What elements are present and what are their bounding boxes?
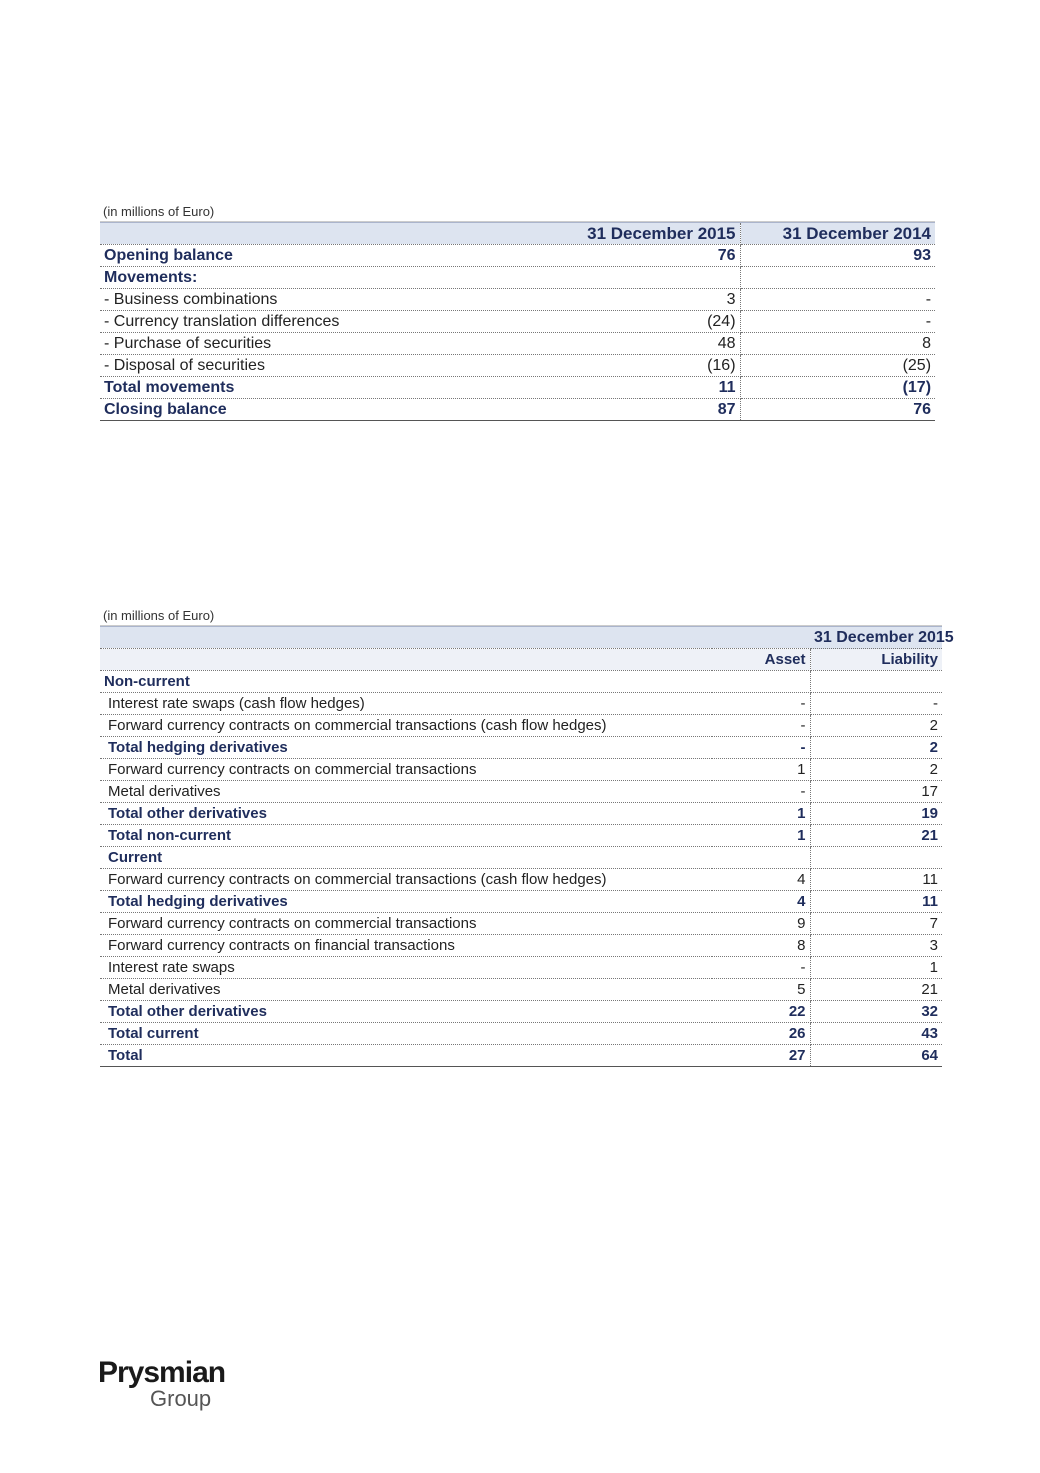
- row-asset: 27: [712, 1045, 810, 1067]
- row-label: Closing balance: [100, 399, 640, 421]
- row-liability: 2: [810, 759, 942, 781]
- table-row: [100, 847, 942, 869]
- row-liability: 21: [810, 825, 942, 847]
- logo-line1: Prysmian: [98, 1356, 226, 1389]
- row-value-2014: 8: [740, 333, 935, 355]
- financial-assets-movements-table: [100, 203, 935, 421]
- row-label: Movements:: [100, 267, 640, 289]
- prysmian-group-logo: [98, 1357, 228, 1409]
- row-liability: 43: [810, 1023, 942, 1045]
- row-value-2014: [740, 267, 935, 289]
- row-asset: 5: [712, 979, 810, 1001]
- row-asset: -: [712, 737, 810, 759]
- row-liability: 11: [810, 891, 942, 913]
- row-value-2015: 76: [640, 245, 740, 267]
- row-value-2014: 93: [740, 245, 935, 267]
- row-label: Total other derivatives: [100, 803, 712, 825]
- row-value-2015: (24): [640, 311, 740, 333]
- row-label: Non-current: [100, 671, 712, 693]
- row-liability: -: [810, 693, 942, 715]
- row-asset: -: [712, 957, 810, 979]
- table-row: [100, 399, 935, 421]
- table-row: [100, 1045, 942, 1067]
- table-row: [100, 957, 942, 979]
- table-row: [100, 1023, 942, 1045]
- table-row: [100, 737, 942, 759]
- row-label: Forward currency contracts on commercial transactions: [100, 759, 712, 781]
- row-value-2015: 87: [640, 399, 740, 421]
- row-liability: [810, 847, 942, 869]
- table-row: [100, 803, 942, 825]
- table-row: [100, 355, 935, 377]
- row-asset: 1: [712, 803, 810, 825]
- row-asset: 1: [712, 825, 810, 847]
- unit-label: (in millions of Euro): [100, 607, 942, 626]
- row-label: Total other derivatives: [100, 1001, 712, 1023]
- row-label: Total: [100, 1045, 712, 1067]
- table-row: [100, 913, 942, 935]
- logo-line2: Group: [150, 1386, 212, 1411]
- derivatives-table: [100, 607, 954, 1067]
- row-label: Interest rate swaps (cash flow hedges): [100, 693, 712, 715]
- table-row: [100, 311, 935, 333]
- row-label: Metal derivatives: [100, 979, 712, 1001]
- row-liability: [810, 671, 942, 693]
- row-liability: 2: [810, 737, 942, 759]
- row-liability: 19: [810, 803, 942, 825]
- row-liability: 32: [810, 1001, 942, 1023]
- table-row: [100, 979, 942, 1001]
- row-value-2015: [640, 267, 740, 289]
- row-value-2015: (16): [640, 355, 740, 377]
- table-row: [100, 759, 942, 781]
- row-label: Opening balance: [100, 245, 640, 267]
- row-label: Total non-current: [100, 825, 712, 847]
- row-label: Interest rate swaps: [100, 957, 712, 979]
- table-row: [100, 781, 942, 803]
- row-asset: -: [712, 693, 810, 715]
- row-value-2014: (17): [740, 377, 935, 399]
- row-liability: 64: [810, 1045, 942, 1067]
- row-liability: 2: [810, 715, 942, 737]
- table-row: [100, 825, 942, 847]
- row-value-2015: 48: [640, 333, 740, 355]
- row-value-2014: 76: [740, 399, 935, 421]
- table-header-row: [100, 627, 942, 649]
- table-row: [100, 935, 942, 957]
- row-liability: 21: [810, 979, 942, 1001]
- row-label: - Purchase of securities: [100, 333, 640, 355]
- row-label: Total hedging derivatives: [100, 737, 712, 759]
- table-row: [100, 1001, 942, 1023]
- row-asset: -: [712, 715, 810, 737]
- row-label: Total current: [100, 1023, 712, 1045]
- table-row: [100, 715, 942, 737]
- table-row: [100, 693, 942, 715]
- row-label: Forward currency contracts on commercial transactions: [100, 913, 712, 935]
- row-label: - Business combinations: [100, 289, 640, 311]
- row-asset: -: [712, 781, 810, 803]
- table-row: [100, 377, 935, 399]
- row-asset: [712, 671, 810, 693]
- row-value-2014: (25): [740, 355, 935, 377]
- table-row: [100, 671, 942, 693]
- row-asset: [712, 847, 810, 869]
- unit-label: (in millions of Euro): [100, 203, 935, 222]
- row-asset: 4: [712, 869, 810, 891]
- table-row: [100, 289, 935, 311]
- period-header: 31 December 2015: [810, 627, 942, 649]
- table-row: [100, 267, 935, 289]
- col-header-2015: 31 December 2015: [100, 223, 740, 245]
- row-value-2014: -: [740, 311, 935, 333]
- row-label: - Currency translation differences: [100, 311, 640, 333]
- row-asset: 1: [712, 759, 810, 781]
- row-liability: 1: [810, 957, 942, 979]
- row-liability: 7: [810, 913, 942, 935]
- col-header-liability: Liability: [810, 649, 942, 671]
- table-row: [100, 245, 935, 267]
- row-value-2015: 3: [640, 289, 740, 311]
- row-value-2015: 11: [640, 377, 740, 399]
- row-label: Forward currency contracts on commercial transactions (cash flow hedges): [100, 715, 712, 737]
- row-label: Forward currency contracts on financial transactions: [100, 935, 712, 957]
- row-label: Metal derivatives: [100, 781, 712, 803]
- row-liability: 17: [810, 781, 942, 803]
- table-row: [100, 869, 942, 891]
- row-label: Total movements: [100, 377, 640, 399]
- row-label: Forward currency contracts on commercial transactions (cash flow hedges): [100, 869, 712, 891]
- row-liability: 3: [810, 935, 942, 957]
- table-subheader-row: [100, 649, 942, 671]
- table-header-row: [100, 223, 935, 245]
- col-header-2014: 31 December 2014: [740, 223, 935, 245]
- row-asset: 4: [712, 891, 810, 913]
- row-value-2014: -: [740, 289, 935, 311]
- row-label: Current: [100, 847, 712, 869]
- row-label: - Disposal of securities: [100, 355, 640, 377]
- row-liability: 11: [810, 869, 942, 891]
- table-row: [100, 333, 935, 355]
- row-asset: 8: [712, 935, 810, 957]
- row-asset: 26: [712, 1023, 810, 1045]
- row-asset: 22: [712, 1001, 810, 1023]
- row-label: Total hedging derivatives: [100, 891, 712, 913]
- row-asset: 9: [712, 913, 810, 935]
- col-header-asset: Asset: [712, 649, 810, 671]
- table-row: [100, 891, 942, 913]
